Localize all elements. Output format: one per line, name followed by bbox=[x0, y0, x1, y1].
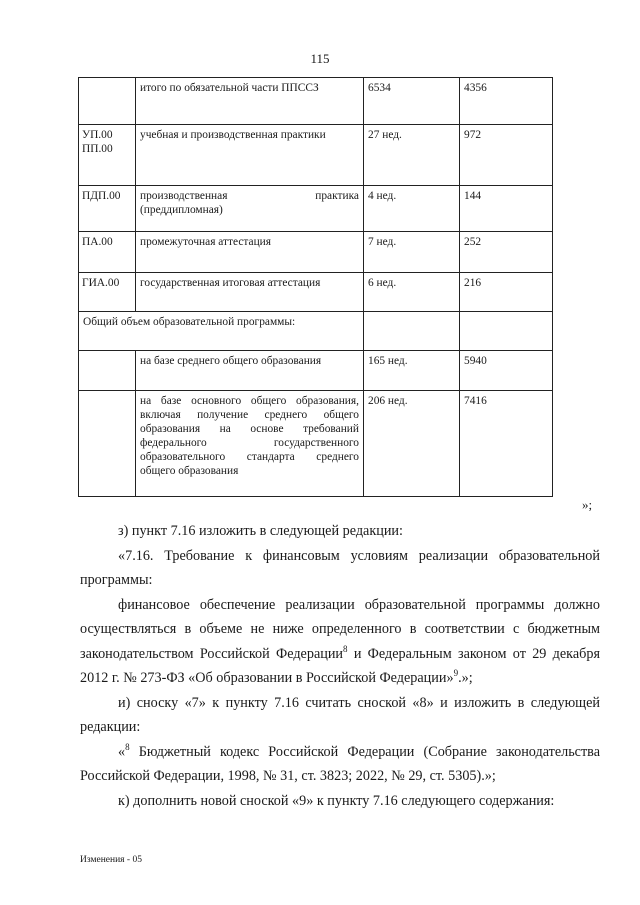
name-cell bbox=[136, 186, 364, 232]
paragraph-financing: финансовое обеспечение реализации образовательной программы должно осуществляться в объеме не ниже определенного в соответствии с бюджетным законодательством Российской Федерации$^8$ и Федеральным законом от 29 декабря 2012 г. № 273-ФЗ «Об образовании в Российской Федерации»$^9$.»; bbox=[80, 596, 600, 686]
hours-cell: 7416 bbox=[460, 391, 553, 497]
paragraph-amendment-k: к) дополнить новой сноской «9» к пункту 7.16 следующего содержания: bbox=[118, 792, 555, 809]
hours-cell bbox=[460, 312, 553, 351]
duration-cell: 206 нед. bbox=[364, 391, 460, 497]
section-header-cell: Общий объем образовательной программы: bbox=[79, 312, 364, 351]
name-line bbox=[140, 189, 359, 203]
code-cell bbox=[79, 391, 136, 497]
name-line: (преддипломная) bbox=[140, 204, 223, 216]
hours-cell: 216 bbox=[460, 273, 553, 312]
paragraph-footnote-8: «$^8$ Бюджетный кодекс Российской Федерации (Собрание законодательства Российской Федерации, 1998, № 31, ст. 3823; 2022, № 29, ст. 5305).»; bbox=[80, 741, 600, 784]
name-cell: учебная и производственная практики bbox=[136, 125, 364, 186]
duration-cell: 27 нед. bbox=[364, 125, 460, 186]
table-row bbox=[79, 351, 553, 391]
table-row bbox=[79, 391, 553, 497]
name-word: производственная bbox=[140, 190, 228, 202]
duration-cell: 6 нед. bbox=[364, 273, 460, 312]
name-word: практика bbox=[315, 190, 359, 202]
hours-cell: 5940 bbox=[460, 351, 553, 391]
code-cell: ГИА.00 bbox=[79, 273, 136, 312]
code-cell: ПА.00 bbox=[79, 232, 136, 273]
duration-cell: 7 нед. bbox=[364, 232, 460, 273]
table-row bbox=[79, 78, 553, 125]
code-cell bbox=[79, 125, 136, 186]
paragraph-amendment-i: и) сноску «7» к пункту 7.16 считать сноской «8» и изложить в следующей редакции: bbox=[80, 694, 600, 735]
table-row bbox=[79, 232, 553, 273]
table-row bbox=[79, 125, 553, 186]
code-cell: ПДП.00 bbox=[79, 186, 136, 232]
name-cell: итого по обязательной части ППССЗ bbox=[136, 78, 364, 125]
name-cell: на базе среднего общего образования bbox=[136, 351, 364, 391]
hours-cell: 4356 bbox=[460, 78, 553, 125]
code-line: УП.00 bbox=[82, 129, 113, 141]
code-cell bbox=[79, 351, 136, 391]
duration-cell bbox=[364, 312, 460, 351]
hours-cell: 144 bbox=[460, 186, 553, 232]
hours-cell: 972 bbox=[460, 125, 553, 186]
footnote-ref: 9 bbox=[453, 668, 459, 678]
table-row bbox=[79, 312, 553, 351]
paragraph-7-16: «7.16. Требование к финансовым условиям реализации образовательной программы: bbox=[80, 547, 600, 588]
hours-cell: 252 bbox=[460, 232, 553, 273]
footnote-ref: 8 bbox=[343, 643, 348, 654]
footnote-ref: 8 bbox=[125, 741, 130, 752]
duration-cell: 165 нед. bbox=[364, 351, 460, 391]
duration-cell: 6534 bbox=[364, 78, 460, 125]
table-row bbox=[79, 273, 553, 312]
body-text bbox=[80, 519, 600, 813]
closing-quote: »; bbox=[582, 497, 593, 512]
program-volume-table bbox=[78, 77, 553, 497]
code-line: ПП.00 bbox=[82, 143, 113, 155]
footer-note: Изменения - 05 bbox=[80, 855, 142, 865]
code-cell bbox=[79, 78, 136, 125]
name-cell: промежуточная аттестация bbox=[136, 232, 364, 273]
duration-cell: 4 нед. bbox=[364, 186, 460, 232]
page-number: 115 bbox=[310, 51, 330, 66]
paragraph-amendment-z: з) пункт 7.16 изложить в следующей редакции: bbox=[118, 523, 403, 539]
name-cell: государственная итоговая аттестация bbox=[136, 273, 364, 312]
name-cell: на базе основного общего образования, включая получение среднего общего образования на основе требований федерального государственного образовательного стандарта среднего общего образования bbox=[136, 391, 364, 497]
table-row bbox=[79, 186, 553, 232]
